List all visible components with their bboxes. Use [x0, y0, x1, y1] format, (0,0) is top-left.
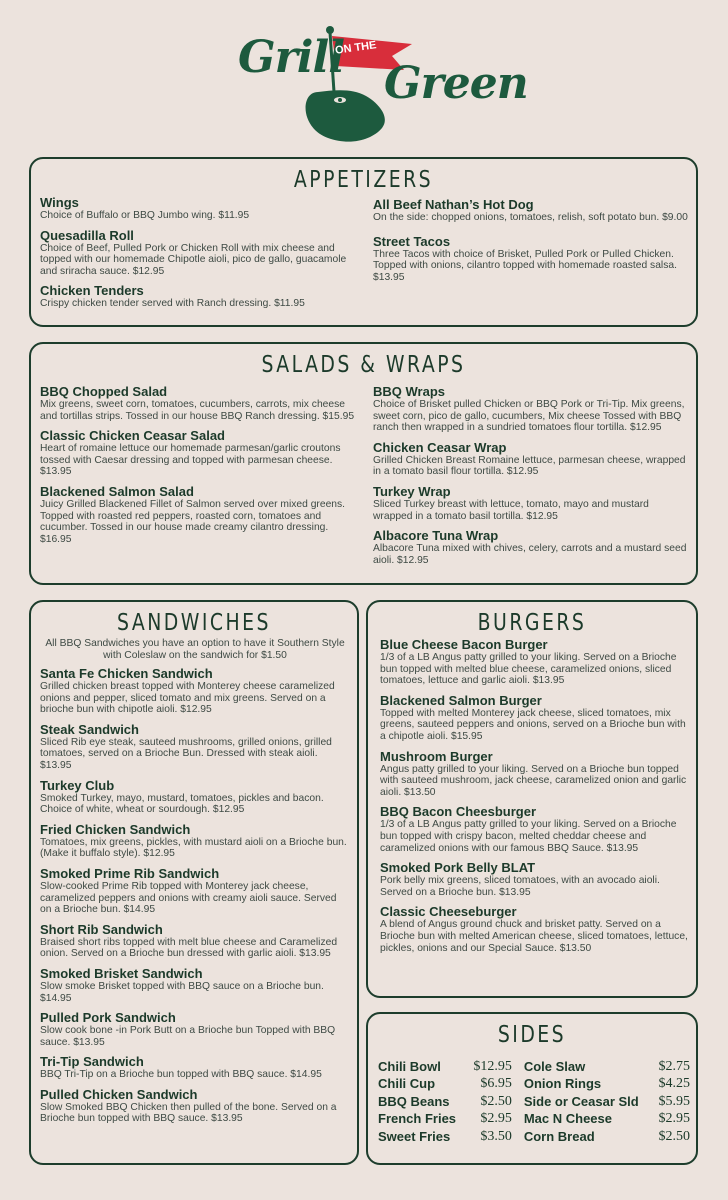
sides-row	[378, 1075, 690, 1092]
side-price: $3.50	[480, 1128, 512, 1144]
item-name: Fried Chicken Sandwich	[40, 821, 191, 837]
side-price: $6.95	[480, 1076, 512, 1092]
item-desc: Slow cook bone -in Pork Butt on a Brioche bun Topped with BBQ sauce. $13.95	[40, 1025, 336, 1048]
menu-item	[380, 749, 692, 799]
logo-word-green: Green	[384, 58, 528, 109]
item-desc: 1/3 of a LB Angus patty grilled to your liking. Served on a Brioche bun topped with melted blue cheese, caramelized onions, sliced tomatoes, lettuce and garlic aioli. $13.95	[380, 652, 677, 687]
item-name: All Beef Nathan’s Hot Dog	[373, 197, 534, 212]
item-name: Santa Fe Chicken Sandwich	[40, 666, 213, 681]
burgers-section	[366, 600, 698, 998]
salads-wraps-title: SALADS & WRAPS	[261, 352, 466, 378]
side-name: Mac N Cheese	[523, 1111, 612, 1127]
side-name: Chili Bowl	[378, 1059, 441, 1074]
side-price: $2.50	[658, 1128, 690, 1144]
golf-flag-green-icon	[0, 0, 728, 150]
item-name: Turkey Wrap	[373, 483, 451, 499]
item-name: Blackened Salmon Salad	[40, 483, 194, 499]
menu-item	[40, 666, 350, 716]
sandwiches-title: SANDWICHES	[117, 610, 271, 636]
item-desc: Choice of Brisket pulled Chicken or BBQ Pork or Tri-Tip. Mix greens, sweet corn, pico de gallo, cucumbers, Mix cheese Tossed with BBQ ranch then wrapped in a sundried tomatoes flour tortilla. $12.95	[373, 399, 685, 434]
item-name: Wings	[40, 195, 79, 210]
item-desc: BBQ Tri-Tip on a Brioche bun topped with BBQ sauce. $14.95	[40, 1069, 322, 1081]
item-name: BBQ Bacon Cheesburger	[380, 804, 537, 820]
menu-item	[40, 283, 358, 310]
item-desc: Topped with melted Monterey jack cheese, sliced tomatoes, mix greens, sauteed peppers and onions, served on a Brioche bun with a chipotle aioli. $15.95	[380, 707, 686, 742]
menu-item	[40, 822, 350, 860]
item-desc: Slow smoke Brisket topped with BBQ sauce on a Brioche bun. $14.95	[40, 980, 324, 1004]
item-desc: Slow Smoked BBQ Chicken then pulled of the bone. Served on a Brioche bun topped with BBQ sauce. $13.95	[40, 1101, 337, 1125]
sides-row	[378, 1058, 690, 1075]
item-desc: Three Tacos with choice of Brisket, Pulled Pork or Pulled Chicken. Topped with onions, cilantro topped with homemade roasted salsa. $13.95	[373, 248, 677, 283]
item-name: Mushroom Burger	[380, 748, 493, 764]
side-price: $2.75	[658, 1059, 690, 1074]
item-desc: Juicy Grilled Blackened Fillet of Salmon served over mixed greens. Topped with roasted red peppers, roasted corn, tomatoes and cucumber. Tossed in our house made creamy cilantro dressing. $16.95	[40, 498, 346, 545]
appetizers-left-column	[40, 195, 358, 316]
menu-item	[373, 197, 689, 224]
item-name: BBQ Chopped Salad	[40, 384, 168, 399]
side-name: Chili Cup	[378, 1076, 436, 1092]
logo	[0, 0, 728, 150]
menu-item	[40, 428, 358, 478]
item-desc: Slow-cooked Prime Rib topped with Monterey jack cheese, caramelized peppers and onions with creamy aioli sauce. Served on a Brioche bun. $14.95	[40, 880, 337, 916]
menu-item	[373, 484, 691, 522]
item-name: Smoked Pork Belly BLAT	[380, 860, 536, 876]
side-price: $5.95	[658, 1093, 690, 1109]
burgers-title: BURGERS	[477, 610, 587, 636]
salads-left-column	[40, 384, 358, 551]
item-name: BBQ Wraps	[373, 384, 445, 399]
item-desc: A blend of Angus ground chuck and brisket patty. Served on a Brioche bun with melted American cheese, sliced tomatoes, lettuce, pickles, onions and our Special Sauce. $13.50	[380, 919, 688, 954]
side-name: Corn Bread	[523, 1128, 595, 1144]
menu-item	[380, 904, 692, 954]
item-name: Short Rib Sandwich	[40, 921, 163, 937]
burgers-column	[380, 637, 692, 960]
sandwiches-section	[29, 600, 359, 1165]
item-name: Pulled Chicken Sandwich	[40, 1086, 198, 1102]
side-name: Cole Slaw	[523, 1059, 586, 1074]
side-price: $4.25	[658, 1076, 690, 1092]
side-name: Onion Rings	[523, 1076, 602, 1092]
item-name: Albacore Tuna Wrap	[373, 528, 499, 544]
item-name: Quesadilla Roll	[40, 227, 134, 243]
menu-item	[40, 722, 350, 772]
menu-item	[40, 228, 358, 278]
menu-item	[40, 1054, 350, 1081]
side-name: French Fries	[378, 1111, 457, 1127]
item-desc: Choice of Beef, Pulled Pork or Chicken Roll with mix cheese and topped with our homemade Chipotle aioli, pico de gallo, guacamole and sriracha sauce. $12.95	[40, 242, 347, 277]
menu-item	[40, 966, 350, 1004]
item-desc: Grilled chicken breast topped with Monterey cheese caramelized onions and pepper, sliced tomato and mix greens. Served on a brioche bun with chipotle aioli. $12.95	[40, 681, 335, 716]
item-desc: Smoked Turkey, mayo, mustard, tomatoes, pickles and bacon. Choice of white, wheat or sourdough. $12.95	[40, 792, 324, 816]
item-desc: On the side: chopped onions, tomatoes, relish, soft potato bun. $9.00	[373, 212, 688, 223]
item-desc: Sliced Rib eye steak, sauteed mushrooms, grilled onions, grilled tomatoes, served on a Brioche Bun. Dressed with steak aioli. $13.95	[40, 736, 332, 771]
sides-table	[378, 1058, 690, 1145]
item-name: Smoked Brisket Sandwich	[40, 965, 203, 981]
appetizers-section	[29, 157, 698, 327]
item-desc: Sliced Turkey breast with lettuce, tomato, mayo and mustard wrapped in a tomato basil tortilla. $12.95	[373, 498, 649, 522]
menu-item	[380, 804, 692, 854]
item-name: Chicken Ceasar Wrap	[373, 439, 507, 455]
menu-item	[380, 860, 692, 898]
item-desc: Choice of Buffalo or BBQ Jumbo wing. $11.95	[40, 210, 250, 221]
sides-section	[366, 1012, 698, 1165]
sides-row	[378, 1110, 690, 1127]
side-price: $12.95	[473, 1059, 512, 1074]
item-name: Blue Cheese Bacon Burger	[380, 637, 548, 652]
logo-word-grill: Grill	[238, 32, 344, 83]
item-desc: 1/3 of a LB Angus patty grilled to your liking. Served on a Brioche bun topped with crispy bacon, melted cheddar cheese and caramelized onions with our famous BBQ Sauce. $13.95	[380, 819, 677, 854]
side-price: $2.50	[480, 1093, 512, 1109]
item-desc: Angus patty grilled to your liking. Served on a Brioche bun topped with sauteed mushroom, jack cheese, caramelized onion and garlic aioli. $13.50	[380, 763, 687, 798]
item-name: Classic Chicken Ceasar Salad	[40, 428, 225, 444]
item-name: Blackened Salmon Burger	[380, 692, 542, 708]
item-desc: Albacore Tuna mixed with chives, celery, carrots and a mustard seed aioli. $12.95	[373, 543, 687, 566]
logo-flag-text: ON THE	[334, 39, 378, 57]
appetizers-right-column	[373, 197, 689, 289]
item-name: Street Tacos	[373, 233, 451, 249]
item-name: Classic Cheeseburger	[380, 904, 517, 920]
sides-row	[378, 1128, 690, 1145]
item-name: Turkey Club	[40, 777, 115, 793]
item-desc: Tomatoes, mix greens, pickles, with mustard aioli on a Brioche bun. (Make it buffalo style). $12.95	[40, 836, 347, 860]
appetizers-title: APPETIZERS	[293, 167, 434, 193]
menu-item	[40, 1010, 350, 1048]
item-desc: Pork belly mix greens, sliced tomatoes, with an avocado aioli. Served on a Brioche bun. $13.95	[380, 875, 660, 898]
menu-item	[373, 384, 691, 434]
menu-item	[373, 234, 689, 284]
menu-item	[373, 528, 691, 566]
menu-item	[40, 384, 358, 422]
sandwiches-note: All BBQ Sandwiches you have an option to have it Southern Style with Coleslaw on the sandwich for $1.50	[45, 638, 345, 661]
side-name: BBQ Beans	[378, 1093, 450, 1109]
menu-item	[373, 440, 691, 478]
item-name: Tri-Tip Sandwich	[40, 1054, 144, 1070]
sides-title: SIDES	[497, 1022, 567, 1048]
item-desc: Mix greens, sweet corn, tomatoes, cucumbers, carrots, mix cheese and tortillas strips. Tossed in our house BBQ Ranch dressing. $15.95	[40, 399, 355, 422]
menu-item	[40, 195, 358, 222]
menu-item	[40, 778, 350, 816]
item-desc: Grilled Chicken Breast Romaine lettuce, parmesan cheese, wrapped in a tomato basil flour tortilla. $12.95	[373, 454, 686, 478]
item-desc: Crispy chicken tender served with Ranch dressing. $11.95	[40, 298, 305, 310]
menu-item	[380, 637, 692, 687]
sandwiches-column	[40, 638, 350, 1131]
salads-wraps-section	[29, 342, 698, 585]
item-desc: Braised short ribs topped with melt blue cheese and Caramelized onion. Served on a Brioche bun dressed with garlic aioli. $13.95	[40, 936, 338, 960]
item-name: Smoked Prime Rib Sandwich	[40, 865, 220, 881]
salads-right-column	[373, 384, 691, 572]
menu-item	[40, 866, 350, 916]
menu-item	[380, 693, 692, 743]
side-price: $2.95	[480, 1111, 512, 1127]
item-name: Steak Sandwich	[40, 721, 139, 737]
side-name: Side or Ceasar Sld	[523, 1093, 639, 1109]
side-price: $2.95	[658, 1111, 690, 1127]
sides-row	[378, 1093, 690, 1110]
menu-item	[40, 1087, 350, 1125]
item-name: Pulled Pork Sandwich	[40, 1010, 176, 1026]
item-desc: Heart of romaine lettuce our homemade parmesan/garlic croutons tossed with Caesar dressing and topped with parmesan cheese. $13.95	[40, 443, 341, 478]
menu-item	[40, 922, 350, 960]
side-name: Sweet Fries	[378, 1128, 451, 1144]
menu-item	[40, 484, 358, 545]
item-name: Chicken Tenders	[40, 283, 144, 299]
